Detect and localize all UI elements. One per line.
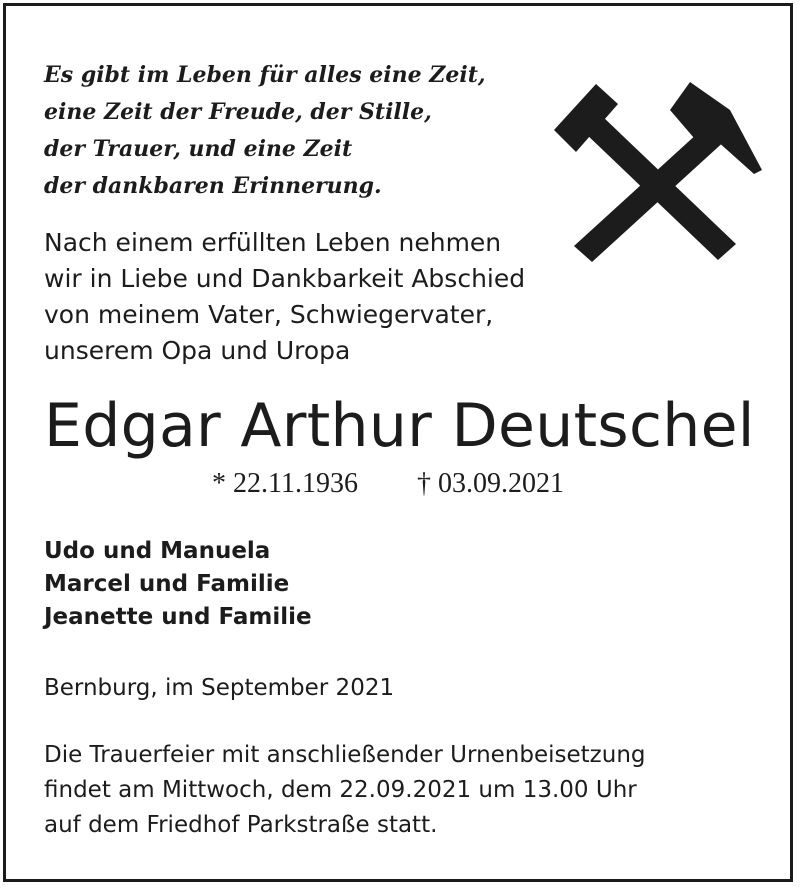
- ceremony-line: Die Trauerfeier mit anschließender Urnenbeisetzung: [44, 742, 646, 768]
- ceremony-line: findet am Mittwoch, dem 22.09.2021 um 13.00 Uhr: [44, 777, 637, 803]
- life-dates: [212, 466, 564, 502]
- place-date: Bernburg, im September 2021: [44, 675, 395, 701]
- death-date: † 03.09.2021: [416, 468, 564, 499]
- mourner-entry: Udo und Manuela: [44, 538, 271, 564]
- intro-line: unserem Opa und Uropa: [44, 336, 351, 365]
- intro-line: von meinem Vater, Schwiegervater,: [44, 300, 494, 329]
- mourner-entry: Jeanette und Familie: [44, 604, 312, 630]
- intro-block: [44, 225, 525, 369]
- ceremony-line: auf dem Friedhof Parkstraße statt.: [44, 812, 438, 838]
- intro-line: Nach einem erfüllten Leben nehmen: [44, 228, 502, 257]
- quote-line: der Trauer, und eine Zeit: [44, 136, 353, 162]
- quote-line: Es gibt im Leben für alles eine Zeit,: [44, 62, 486, 88]
- mourner-entry: Marcel und Familie: [44, 571, 290, 597]
- quote-line: eine Zeit der Freude, der Stille,: [44, 99, 432, 125]
- deceased-name: Edgar Arthur Deutschel: [44, 391, 755, 461]
- quote-line: der dankbaren Erinnerung.: [44, 173, 382, 199]
- mourners-list: [44, 535, 312, 634]
- quote-block: [44, 57, 486, 205]
- birth-date: * 22.11.1936: [212, 468, 358, 499]
- hammer-and-pick-icon: [548, 68, 768, 268]
- intro-line: wir in Liebe und Dankbarkeit Abschied: [44, 264, 526, 293]
- ceremony-info: [44, 738, 646, 843]
